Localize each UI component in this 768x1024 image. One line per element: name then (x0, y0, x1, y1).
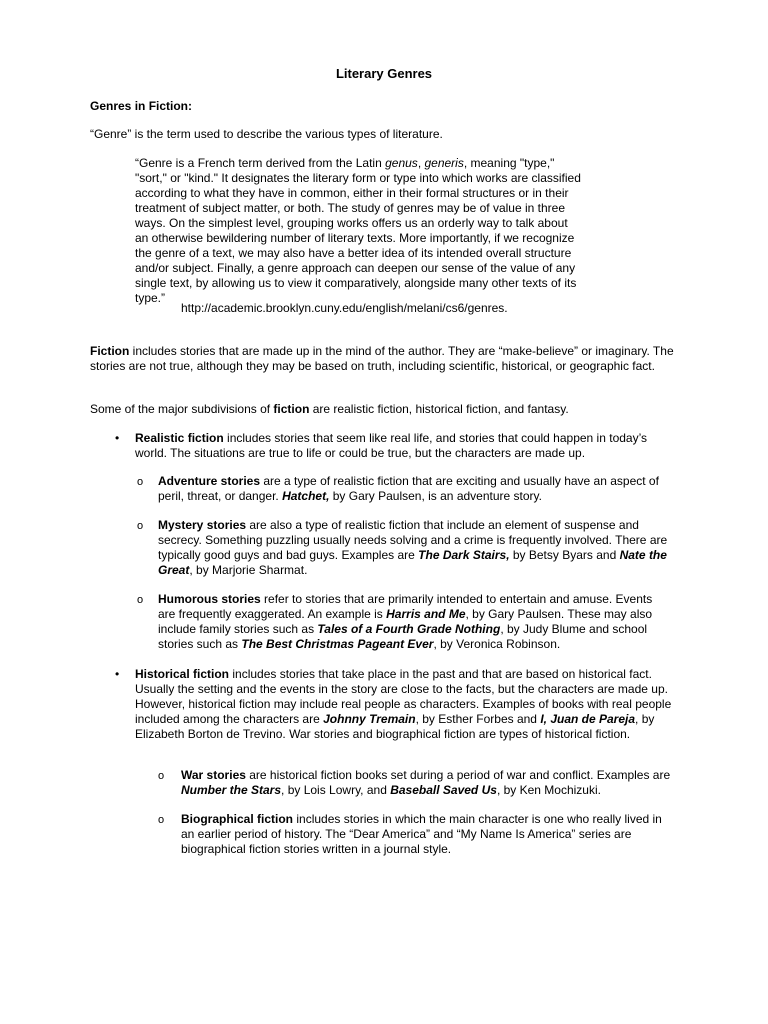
book-title: Tales of a Fourth Grade Nothing (317, 622, 501, 636)
book-title: The Best Christmas Pageant Ever (241, 637, 434, 651)
bullet-marker: • (115, 667, 120, 681)
historical-fiction-item: Historical fiction includes stories that take place in the past and that are based on historical fact. Usually the setting and the events in the story are close to the facts, but the characters are made up. However, historical fiction may include real people as characters. Examples of books with real people included among the characters are Johnny Tremain, by Esther Forbes and I, Juan de Pareja, by Elizabeth Borton de Trevino. War stories and biographical fiction are types of historical fiction. (135, 667, 672, 741)
humorous-stories-item: Humorous stories refer to stories that are primarily intended to entertain and amuse. Events are frequently exaggerated. An example is Harris and Me, by Gary Paulsen. These may also include family stories such as Tales of a Fourth Grade Nothing, by Judy Blume and school stories such as The Best Christmas Pageant Ever, by Veronica Robinson. (158, 592, 653, 651)
book-title: Baseball Saved Us (390, 783, 497, 797)
sub-bullet-marker: o (137, 594, 144, 606)
bullet-marker: • (115, 431, 120, 445)
quote-source-url: http://academic.brooklyn.cuny.edu/english/melani/cs6/genres. (181, 301, 508, 315)
realistic-fiction-item: Realistic fiction includes stories that seem like real life, and stories that could happen in today’s world. The situations are true to life or could be true, but the characters are made up. (135, 431, 648, 460)
sub-bullet-marker: o (158, 770, 165, 782)
sub-bullet-marker: o (137, 476, 144, 488)
sub-bullet-marker: o (137, 520, 144, 532)
book-title: The Dark Stairs, (418, 548, 510, 562)
sub-bullet-marker: o (158, 814, 165, 826)
book-title: Number the Stars (181, 783, 282, 797)
genre-quote: “Genre is a French term derived from the Latin genus, generis, meaning "type," "sort," or "kind." It designates the literary form or type into which works are classified according to what they have in common, either in their formal structures or in their treatment of subject matter, or both. The study of genres may be of value in three ways. On the simplest level, grouping works offers us an orderly way to talk about an otherwise bewildering number of literary texts. More importantly, if we recognize the genre of a text, we may also have a better idea of its intended overall structure and/or subject. Finally, a genre approach can deepen our sense of the value of any single text, by allowing us to view it comparatively, alongside many other texts of its type.” (135, 156, 581, 305)
page-title: Literary Genres (335, 66, 433, 81)
book-title: Nate the Great (158, 548, 667, 577)
biographical-fiction-item: Biographical fiction includes stories in which the main character is one who really lived in an earlier period of history. The “Dear America” and “My Name Is America” series are biographical fiction stories written in a journal style. (181, 812, 662, 856)
fiction-definition: Fiction includes stories that are made up in the mind of the author. They are “make-believe” or imaginary. The stories are not true, although they may be based on truth, including scientific, historical, or geographic fact. (90, 344, 674, 373)
book-title: Harris and Me (386, 607, 466, 621)
war-stories-item: War stories are historical fiction books set during a period of war and conflict. Examples are Number the Stars, by Lois Lowry, and Baseball Saved Us, by Ken Mochizuki. (181, 768, 671, 797)
latin-term-genus: genus (385, 156, 418, 170)
book-title: Johnny Tremain (323, 712, 416, 726)
book-title: Hatchet, (282, 489, 330, 503)
section-heading: Genres in Fiction: (90, 99, 193, 113)
latin-term-generis: generis (424, 156, 464, 170)
adventure-stories-item: Adventure stories are a type of realistic fiction that are exciting and usually have an aspect of peril, threat, or danger. Hatchet, by Gary Paulsen, is an adventure story. (158, 474, 659, 503)
book-title: I, Juan de Pareja (540, 712, 636, 726)
fiction-term: Fiction (90, 344, 130, 358)
intro-paragraph: “Genre” is the term used to describe the various types of literature. (90, 127, 443, 141)
mystery-stories-item: Mystery stories are also a type of realistic fiction that include an element of suspense and secrecy. Something puzzling usually needs solving and a crime is frequently involved. There are typically good guys and bad guys. Examples are The Dark Stairs, by Betsy Byars and Nate the Great, by Marjorie Sharmat. (158, 518, 668, 577)
subdivisions-paragraph: Some of the major subdivisions of fiction are realistic fiction, historical fiction, and fantasy. (90, 402, 569, 416)
